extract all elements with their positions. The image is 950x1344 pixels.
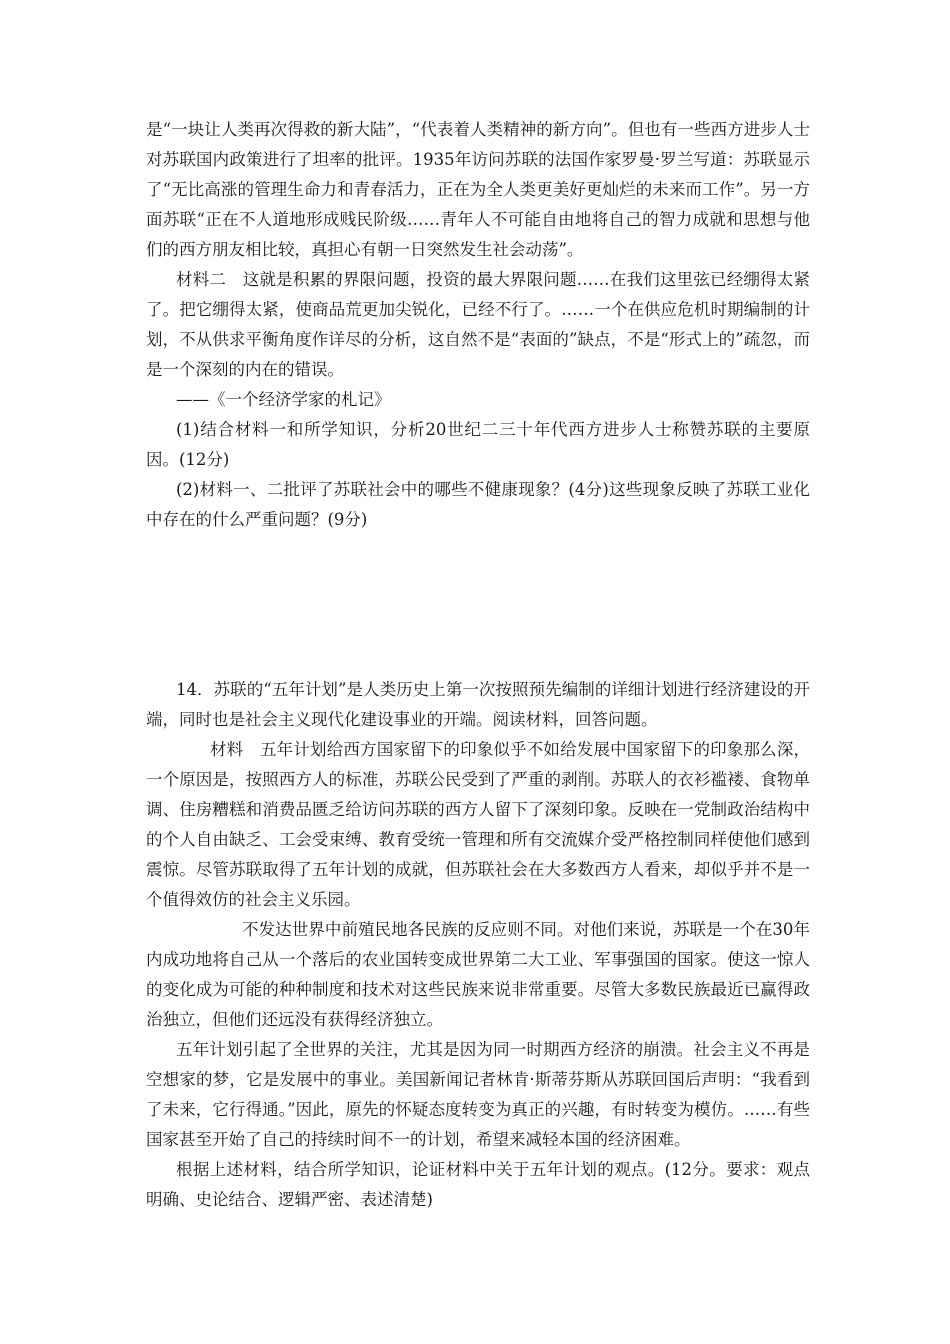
material-two: 材料二 这就是积累的界限问题，投资的最大界限问题……在我们这里弦已经绷得太紧了。把它绷得太紧，使商品荒更加尖锐化，已经不行了。……一个在供应危机时期编制的计划，不从供求平衡角度作详尽的分析，这自然不是“表面的”缺点，不是“形式上的”疏忽，而是一个深刻的内在的错误。	[146, 270, 810, 379]
material-two-source: ——《一个经济学家的札记》	[176, 390, 391, 409]
question-13-part-2: (2)材料一、二批评了苏联社会中的哪些不健康现象？(4分)这些现象反映了苏联工业化中存在的什么严重问题？(9分)	[146, 480, 810, 529]
question-14-stem: 14．苏联的“五年计划”是人类历史上第一次按照预先编制的详细计划进行经济建设的开端，同时也是社会主义现代化建设事业的开端。阅读材料，回答问题。	[146, 680, 810, 729]
material-one-continued: 是“一块让人类再次得救的新大陆”，“代表着人类精神的新方向”。但也有一些西方进步人士对苏联国内政策进行了坦率的批评。1935年访问苏联的法国作家罗曼·罗兰写道：苏联显示了“无比高涨的管理生命力和青春活力，正在为全人类更美好更灿烂的未来而工作”。另一方面苏联“正在不人道地形成贱民阶级……青年人不可能自由地将自己的智力成就和思想与他们的西方朋友相比较，真担心有朝一日突然发生社会动荡”。	[146, 120, 810, 259]
question-14-material-para-2: 不发达世界中前殖民地各民族的反应则不同。对他们来说，苏联是一个在30年内成功地将自己从一个落后的农业国转变成世界第二大工业、军事强国的国家。使这一惊人的变化成为可能的种种制度和技术对这些民族来说非常重要。尽管大多数民族最近已赢得政治独立，但他们还远没有获得经济独立。	[146, 920, 810, 1029]
question-14-material-para-3: 五年计划引起了全世界的关注，尤其是因为同一时期西方经济的崩溃。社会主义不再是空想家的梦，它是发展中的事业。美国新闻记者林肯·斯蒂芬斯从苏联回国后声明：“我看到了未来，它行得通。”因此，原先的怀疑态度转变为真正的兴趣，有时转变为模仿。……有些国家甚至开始了自己的持续时间不一的计划，希望来减轻本国的经济困难。	[146, 1040, 810, 1149]
question-14-task: 根据上述材料，结合所学知识，论证材料中关于五年计划的观点。(12分。要求：观点明确、史论结合、逻辑严密、表述清楚)	[146, 1160, 810, 1209]
question-13-part-1: (1)结合材料一和所学知识，分析20世纪二三十年代西方进步人士称赞苏联的主要原因。(12分)	[146, 420, 810, 469]
question-14-material-para-1: 材料 五年计划给西方国家留下的印象似乎不如给发展中国家留下的印象那么深，一个原因是，按照西方人的标准，苏联公民受到了严重的剥削。苏联人的衣衫褴褛、食物单调、住房糟糕和消费品匮乏给访问苏联的西方人留下了深刻印象。反映在一党制政治结构中的个人自由缺乏、工会受束缚、教育受统一管理和所有交流媒介受严格控制同样使他们感到震惊。尽管苏联取得了五年计划的成就，但苏联社会在大多数西方人看来，却似乎并不是一个值得效仿的社会主义乐园。	[146, 740, 810, 909]
